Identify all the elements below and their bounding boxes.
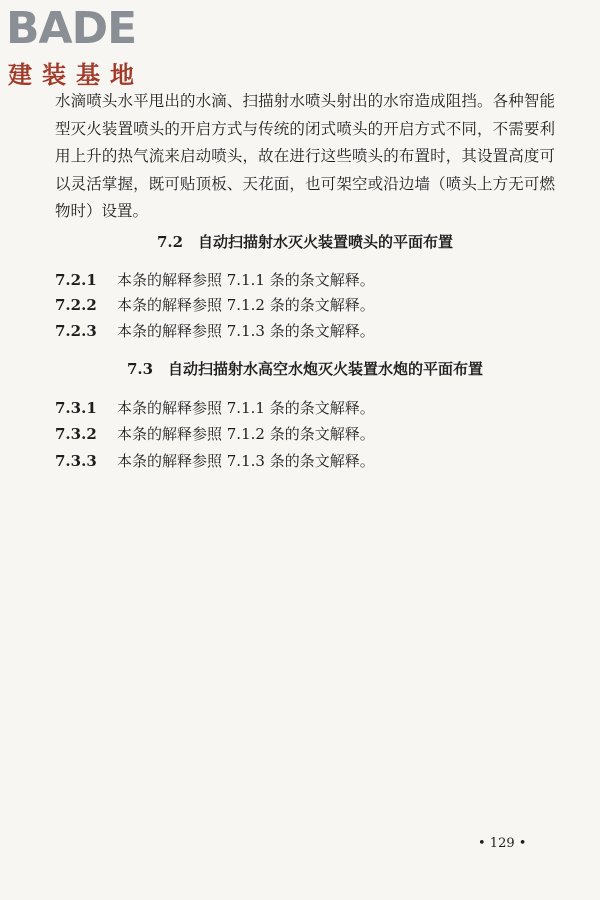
clause-text: 本条的解释参照 7.1.1 条的条文解释。 [117, 399, 375, 417]
clause-number: 7.3.2 [55, 425, 97, 443]
body-paragraph [55, 88, 555, 226]
clause-number: 7.3.1 [55, 399, 97, 417]
clause-number: 7.2.1 [55, 271, 97, 289]
section-heading-7-2: 7.2 自动扫描射水灭火装置喷头的平面布置 [156, 233, 454, 251]
body-paragraph-text: 水滴喷头水平甩出的水滴、扫描射水喷头射出的水帘造成阻挡。各种智能型灭火装置喷头的开启方式与传统的闭式喷头的开启方式不同，不需要利用上升的热气流来启动喷头，故在进行这些喷头的布置时，其设置高度可以灵活掌握，既可贴顶板、天花面，也可架空或沿边墙（喷头上方无可燃物时）设置。 [55, 92, 555, 220]
clause-7-3-2 [55, 423, 375, 445]
section-heading-7-3: 7.3 自动扫描射水高空水炮灭火装置水炮的平面布置 [126, 360, 484, 378]
clause-number: 7.3.3 [55, 452, 97, 470]
clause-text: 本条的解释参照 7.1.2 条的条文解释。 [117, 296, 375, 314]
clause-text: 本条的解释参照 7.1.1 条的条文解释。 [117, 271, 375, 289]
clause-7-3-3 [55, 450, 375, 472]
logo-subtitle: 建装基地 [8, 61, 144, 89]
logo-wordmark: BADE [6, 3, 137, 54]
clause-text: 本条的解释参照 7.1.2 条的条文解释。 [117, 425, 375, 443]
clause-7-2-1 [55, 269, 375, 291]
clause-7-2-3 [55, 320, 375, 342]
clause-text: 本条的解释参照 7.1.3 条的条文解释。 [117, 452, 375, 470]
clause-7-3-1 [55, 397, 375, 419]
page-number: • 129 • [478, 836, 527, 851]
clause-text: 本条的解释参照 7.1.3 条的条文解释。 [117, 322, 375, 340]
logo [6, 4, 174, 92]
clause-number: 7.2.2 [55, 296, 97, 314]
clause-number: 7.2.3 [55, 322, 97, 340]
clause-7-2-2 [55, 294, 375, 316]
